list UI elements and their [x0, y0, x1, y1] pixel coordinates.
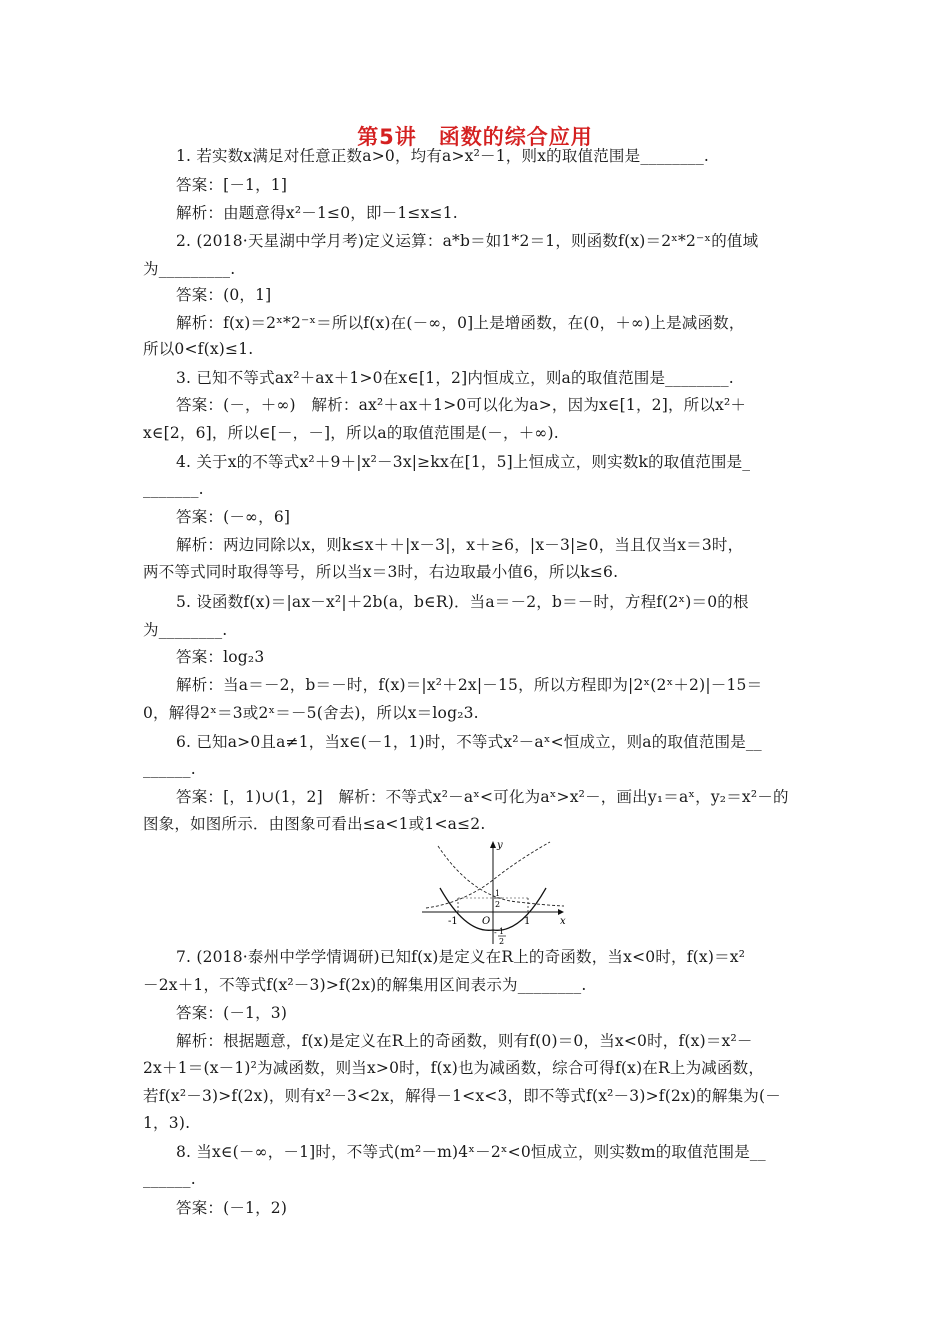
text-line: 3. 已知不等式ax²＋ax＋1>0在x∈[1，2]内恒成立，则a的取值范围是________.	[176, 369, 734, 387]
neg-half-denominator: 2	[499, 937, 505, 946]
half-numerator: 1	[495, 889, 501, 898]
text-line: 为_________.	[143, 260, 236, 278]
text-line: 解析：当a＝－2，b＝－时，f(x)＝|x²＋2x|－15，所以方程即为|2ˣ(2ˣ＋2)|－15＝	[176, 676, 763, 694]
text-line: 7. (2018·泰州中学学情调研)已知f(x)是定义在R上的奇函数，当x<0时，f(x)＝x²	[176, 948, 746, 966]
text-line: 两不等式同时取得等号，所以当x＝3时，右边取最小值6，所以k≤6.	[143, 563, 619, 581]
text-line: 解析：两边同除以x，则k≤x＋＋|x－3|，x＋≥6，|x－3|≥0，当且仅当x＝3时，	[176, 536, 744, 554]
text-line: _______.	[143, 480, 204, 498]
text-line: 答案：(－1，2)	[176, 1199, 288, 1217]
text-line: 5. 设函数f(x)＝|ax－x²|＋2b(a，b∈R)．当a＝－2，b＝－时，方程f(2ˣ)＝0的根	[176, 593, 749, 611]
y-axis-label: y	[497, 840, 503, 851]
origin-label: O	[482, 916, 491, 927]
y-axis-arrow	[490, 841, 496, 848]
text-line: 1. 若实数x满足对任意正数a>0，均有a>x²－1，则x的取值范围是________.	[176, 147, 710, 165]
text-line: 2. (2018·天星湖中学月考)定义运算：a*b＝如1*2＝1，则函数f(x)＝2ˣ*2⁻ˣ的值域	[176, 232, 759, 250]
text-line: 答案：(－1，3)	[176, 1004, 288, 1022]
text-line: 图象，如图所示．由图象可看出≤a<1或1<a≤2.	[143, 815, 486, 833]
text-line: x∈[2，6]，所以∈[－，－]，所以a的取值范围是(－，＋∞).	[143, 424, 559, 442]
x-axis-arrow	[558, 909, 564, 915]
text-line: 答案：log₂3	[176, 648, 265, 666]
text-line: 6. 已知a>0且a≠1，当x∈(－1，1)时，不等式x²－aˣ<恒成立，则a的取值范围是__	[176, 733, 762, 751]
text-line: 解析：f(x)＝2ˣ*2⁻ˣ＝所以f(x)在(－∞，0]上是增函数，在(0，＋∞)上是减函数，	[176, 314, 745, 332]
half-denominator: 2	[495, 900, 501, 909]
text-line: ______.	[143, 760, 196, 778]
text-line: 答案：[，1)∪(1，2] 解析：不等式x²－aˣ<可化为aˣ>x²－，画出y₁＝aˣ，y₂＝x²－的	[176, 788, 789, 806]
tick-neg-one: -1	[448, 916, 458, 927]
text-line: 1，3).	[143, 1114, 191, 1132]
function-graph-figure	[418, 838, 570, 946]
text-line: 答案：[－1，1]	[176, 176, 288, 194]
exp-curve-decreasing	[438, 846, 564, 906]
text-line: 所以0<f(x)≤1.	[143, 340, 254, 358]
page-title: 第5讲 函数的综合应用	[357, 125, 593, 149]
text-line: －2x＋1，不等式f(x²－3)>f(2x)的解集用区间表示为________.	[143, 976, 587, 994]
text-line: 4. 关于x的不等式x²＋9＋|x²－3x|≥kx在[1，5]上恒成立，则实数k的取值范围是_	[176, 453, 751, 471]
text-line: 0，解得2ˣ＝3或2ˣ＝－5(舍去)，所以x＝log₂3.	[143, 704, 479, 722]
text-line: 答案：(0，1]	[176, 286, 272, 304]
neg-half-numerator: 1	[499, 927, 505, 936]
text-line: 2x＋1＝(x－1)²为减函数，则当x>0时，f(x)也为减函数，综合可得f(x)在R上为减函数，	[143, 1059, 765, 1077]
tick-one: 1	[524, 916, 531, 927]
text-line: 答案：(－，＋∞) 解析：ax²＋ax＋1>0可以化为a>，因为x∈[1，2]，所以x²＋	[176, 396, 747, 414]
x-axis-label: x	[560, 916, 566, 927]
neg-half-sign: -	[494, 928, 497, 937]
text-line: ______.	[143, 1170, 196, 1188]
text-line: 8. 当x∈(－∞，－1]时，不等式(m²－m)4ˣ－2ˣ<0恒成立，则实数m的取值范围是__	[176, 1143, 766, 1161]
text-line: 答案：(－∞，6]	[176, 508, 291, 526]
text-line: 解析：由题意得x²－1≤0，即－1≤x≤1.	[176, 204, 458, 222]
text-line: 若f(x²－3)>f(2x)，则有x²－3<2x，解得－1<x<3，即不等式f(x²－3)>f(2x)的解集为(－	[143, 1087, 781, 1105]
text-line: 解析：根据题意，f(x)是定义在R上的奇函数，则有f(0)＝0，当x<0时，f(x)＝x²－	[176, 1032, 753, 1050]
text-line: 为________.	[143, 621, 228, 639]
